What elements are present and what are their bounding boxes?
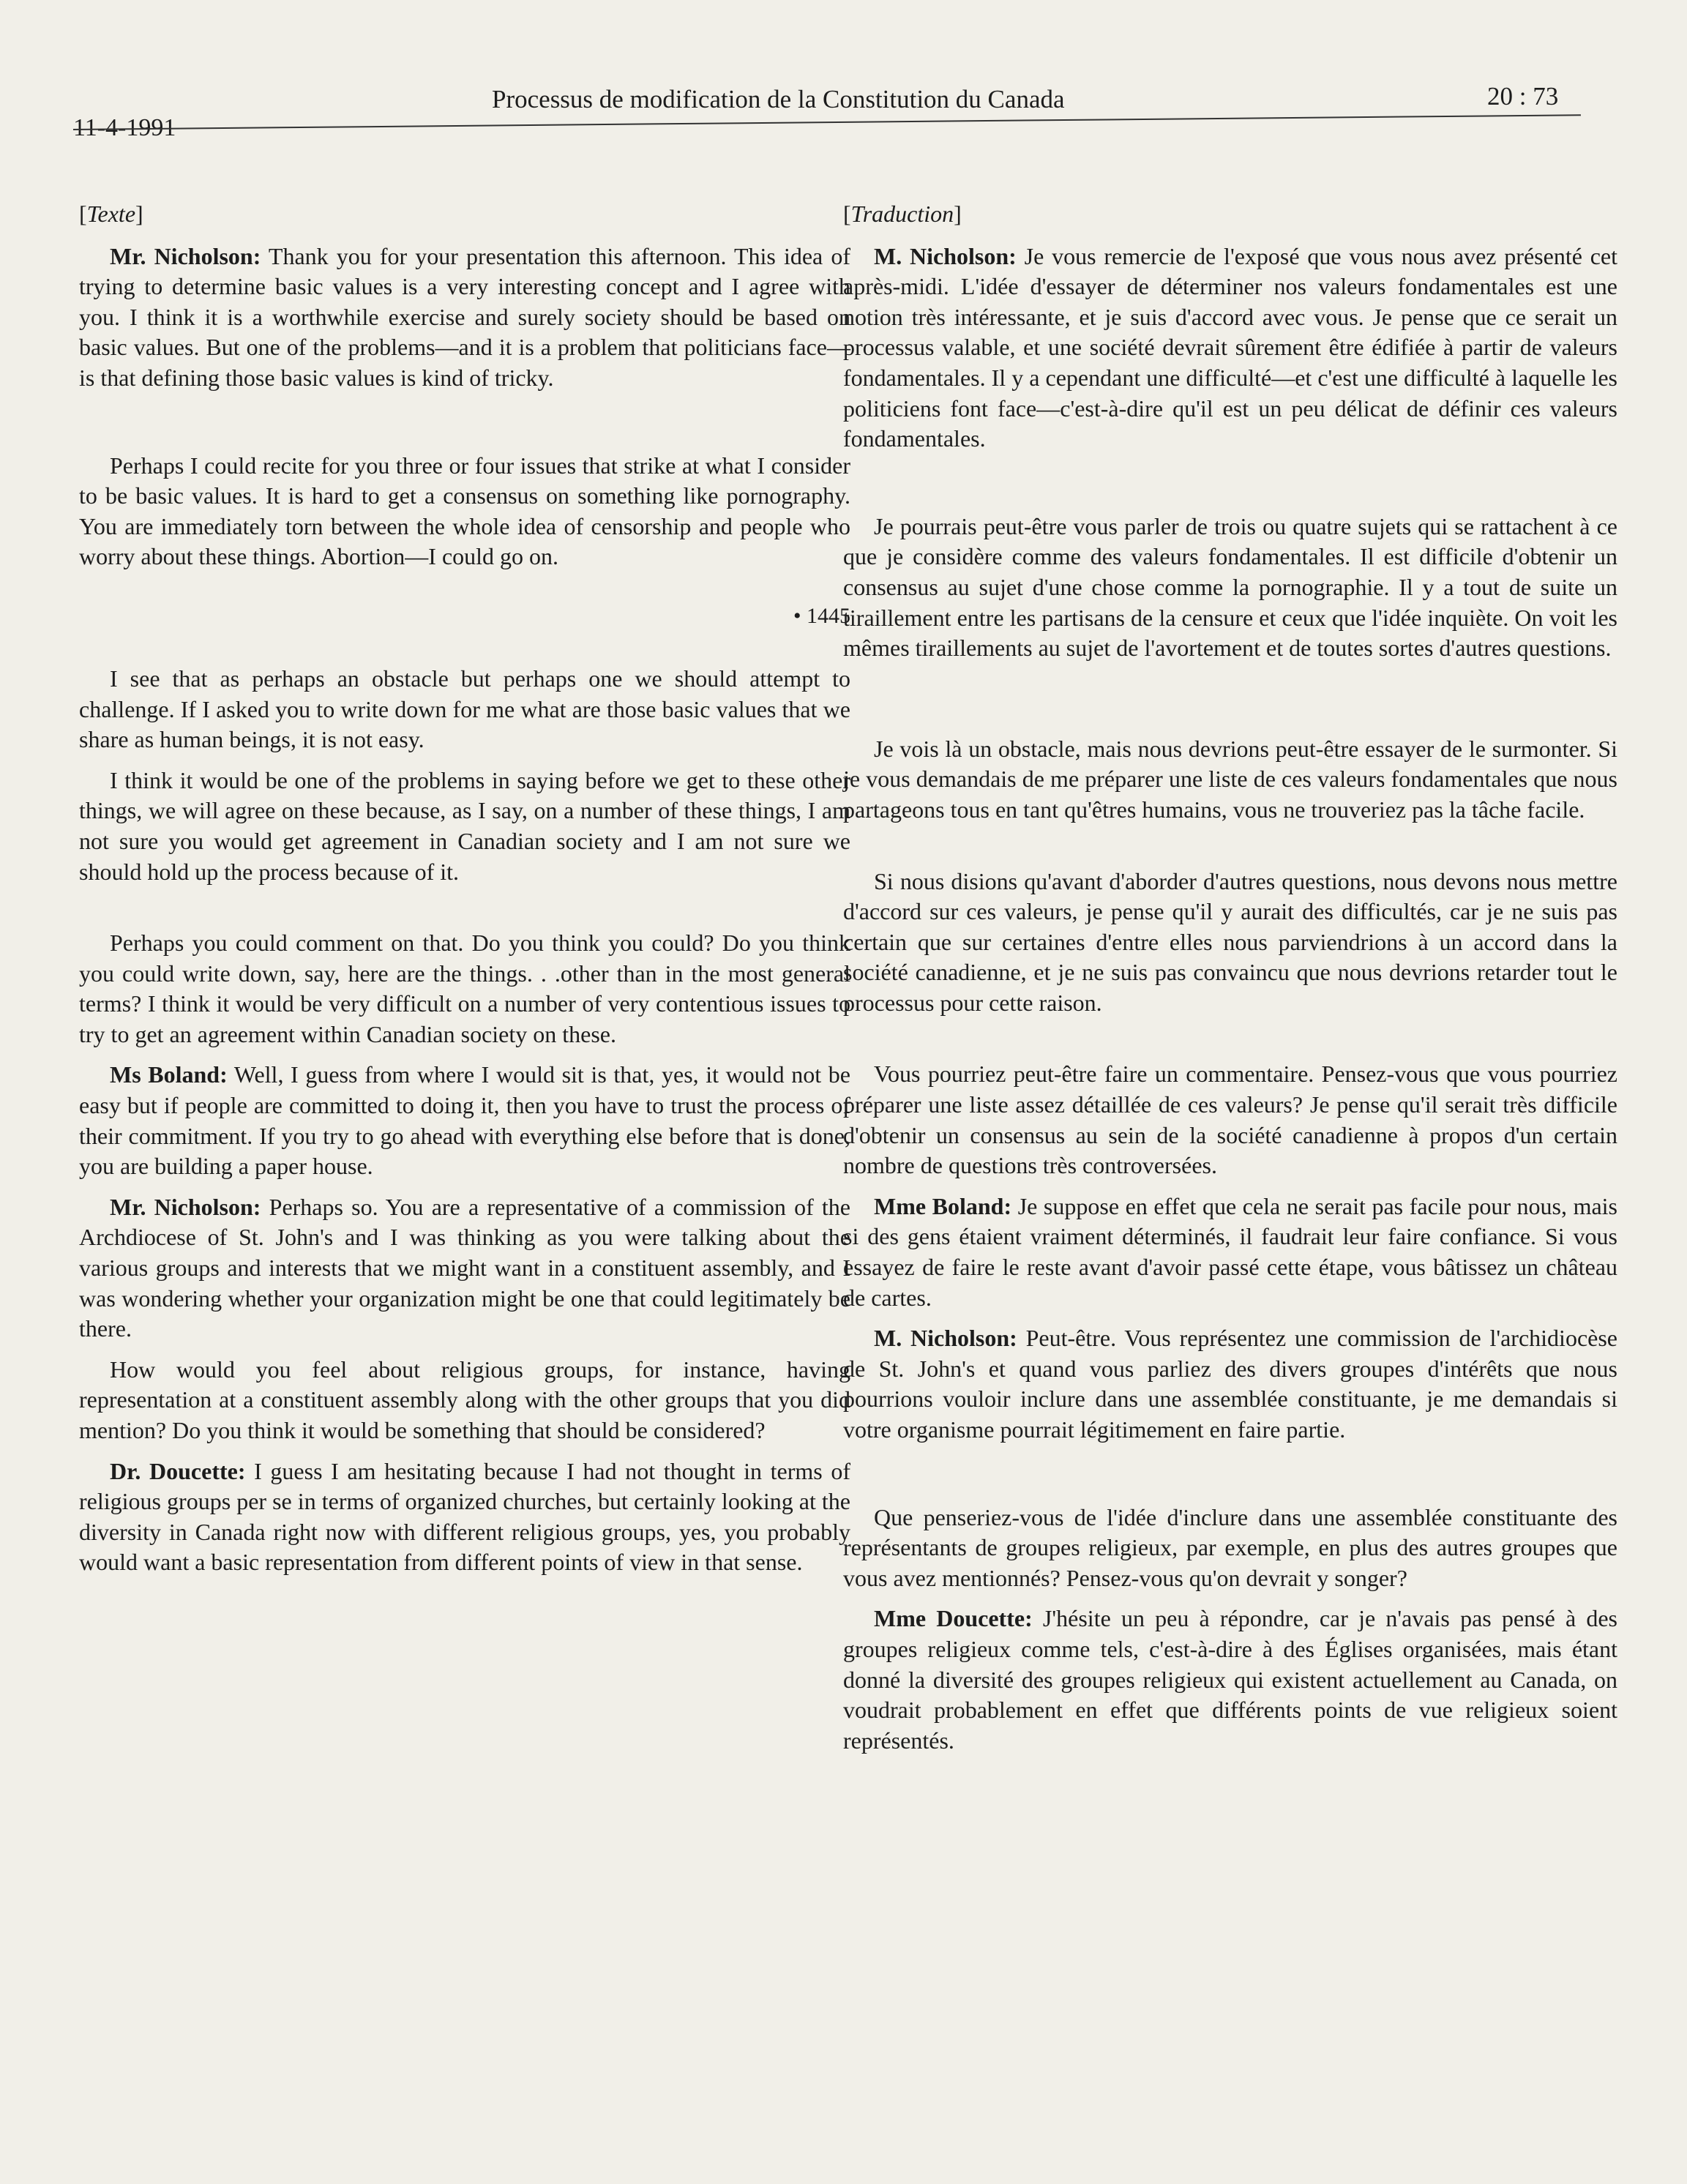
paragraph: Mme Doucette: J'hésite un peu à répondre, car je n'avais pas pensé à des groupes religieux comme tels, c'est-à-dire à des Églises organisées, mais étant donné la diversité des groupes religieux qui existent actuellement au Canada, on voudrait probablement en effet que différents points de vue religieux soient représentés. [843,1605,1618,1754]
paragraph: Mr. Nicholson: Perhaps so. You are a representative of a commission of the Archdiocese of St. John's and I was thinking as you were talking about the various groups and interests that we might want in a constituent assembly, and I was wondering whether your organization might be one that could legitimately be there. [79,1193,850,1342]
english-column [79,199,850,1588]
column-tag-texte: [Texte] [79,201,143,227]
paragraph: I think it would be one of the problems in saying before we get to these other things, we will agree on these because, as I say, on a number of these things, I am not sure you would get agreement in Canadian society and I am not sure we should hold up the process because of it. [79,766,850,885]
header-date: 11-4-1991 [73,114,176,141]
paragraph: Dr. Doucette: I guess I am hesitating because I had not thought in terms of religious groups per se in terms of organized churches, but certainly looking at the diversity in Canada right now with different religious groups, yes, you probably would want a basic representation from different points of view in that sense. [79,1457,851,1576]
speaker-name: M. Nicholson: [874,242,1017,269]
paragraph: Je pourrais peut-être vous parler de trois ou quatre sujets qui se rattachent à ce que je considère comme des valeurs fondamentales. Il est difficile d'obtenir un consensus au sujet d'une chose comme la pornographie. Il y a tout de suite un tiraillement entre les partisans de la censure et ceux que l'idée inquiète. On voit les mêmes tiraillements au sujet de l'avortement et de toutes sortes d'autres questions. [843,512,1617,662]
speaker-name: Mr. Nicholson: [110,1193,261,1220]
paragraph: Que penseriez-vous de l'idée d'inclure dans une assemblée constituante des représentants de groupes religieux, par exemple, en plus des autres groupes que vous avez mentionnés? Pensez-vous qu'on devrait y songer? [843,1503,1617,1591]
speaker-name: Ms Boland: [110,1061,228,1088]
speaker-name: M. Nicholson: [874,1325,1017,1352]
header-rule [73,114,1581,130]
speaker-name: Dr. Doucette: [110,1457,246,1484]
paragraph: Perhaps I could recite for you three or four issues that strike at what I consider to be basic values. It is hard to get a consensus on something like pornography. You are immediately torn between the whole idea of censorship and people who worry about these things. Abortion—I could go on. [79,452,850,570]
paragraph: M. Nicholson: Je vous remercie de l'exposé que vous nous avez présenté cet après-midi. L'idée d'essayer de déterminer nos valeurs fondamentales est une notion très intéressante, et je suis d'accord avec vous. Je pense que ce serait un processus valable, et une société devrait sûrement être édifiée à partir de valeurs fondamentales. Il y a cependant une difficulté—et c'est une difficulté à laquelle les politiciens font face—c'est-à-dire qu'il est un peu délicat de définir ces valeurs fondamentales. [843,242,1618,452]
speaker-name: Mr. Nicholson: [110,242,261,269]
paragraph: Mr. Nicholson: Thank you for your presentation this afternoon. This idea of trying to determine basic values is a very interesting concept and I agree with you. I think it is a worthwhile exercise and surely society should be based on basic values. But one of the problems—and it is a problem that politicians face—is that defining those basic values is kind of tricky. [79,242,851,391]
column-tag-traduction: [Traduction] [843,201,962,227]
paragraph: Si nous disions qu'avant d'aborder d'autres questions, nous devons nous mettre d'accord sur ces valeurs, je pense qu'il y aurait des difficultés, car je ne suis pas certain que sur certaines d'entre elles nous parviendrions à un accord dans la société canadienne, et je ne suis pas convaincu que nous devrions retarder tout le processus pour cette raison. [843,867,1617,1016]
paragraph: Vous pourriez peut-être faire un commentaire. Pensez-vous que vous pourriez préparer une liste assez détaillée de ces valeurs? Je pense qu'il serait très difficile d'obtenir un consensus au sein de la société canadienne à propos d'un certain nombre de questions très controversées. [843,1061,1617,1179]
speaker-name: Mme Boland: [874,1192,1012,1219]
paragraph: M. Nicholson: Peut-être. Vous représentez une commission de l'archidiocèse de St. John's et quand vous parliez des divers groupes d'intérêts que nous pourrions vouloir inclure dans une assemblée constituante, je me demandais si votre organisme pourrait légitimement en faire partie. [843,1325,1618,1443]
header-page-number: 20 : 73 [1487,82,1559,111]
paragraph: I see that as perhaps an obstacle but perhaps one we should attempt to challenge. If I asked you to write down for me what are those basic values that we share as human beings, it is not easy. [79,665,850,753]
paragraph: Perhaps you could comment on that. Do you think you could? Do you think you could write down, say, here are the things. . .other than in the most general terms? I think it would be very difficult on a number of very contentious issues to try to get an agreement within Canadian society on these. [79,930,850,1047]
time-mark: • 1445 [793,603,850,628]
french-column [843,199,1617,1766]
paragraph: Ms Boland: Well, I guess from where I would sit is that, yes, it would not be easy but if people are committed to doing it, then you have to trust the process of their commitment. If you try to go ahead with everything else before that is done, you are building a paper house. [79,1061,851,1180]
paragraph: Mme Boland: Je suppose en effet que cela ne serait pas facile pour nous, mais si des gens étaient vraiment déterminés, il faudrait leur faire confiance. Si vous essayez de faire le reste avant d'avoir passé cette étape, vous bâtissez un château de cartes. [843,1192,1618,1311]
paragraph: Je vois là un obstacle, mais nous devrions peut-être essayer de le surmonter. Si je vous demandais de me préparer une liste de ces valeurs fondamentales que nous partageons tous en tant qu'êtres humains, vous ne trouveriez pas la tâche facile. [843,735,1617,823]
header-title: Processus de modification de la Constitution du Canada [492,85,1065,113]
speaker-name: Mme Doucette: [874,1605,1033,1632]
paragraph: How would you feel about religious groups, for instance, having representation at a constituent assembly along with the other groups that you did mention? Do you think it would be something that should be considered? [79,1355,850,1443]
